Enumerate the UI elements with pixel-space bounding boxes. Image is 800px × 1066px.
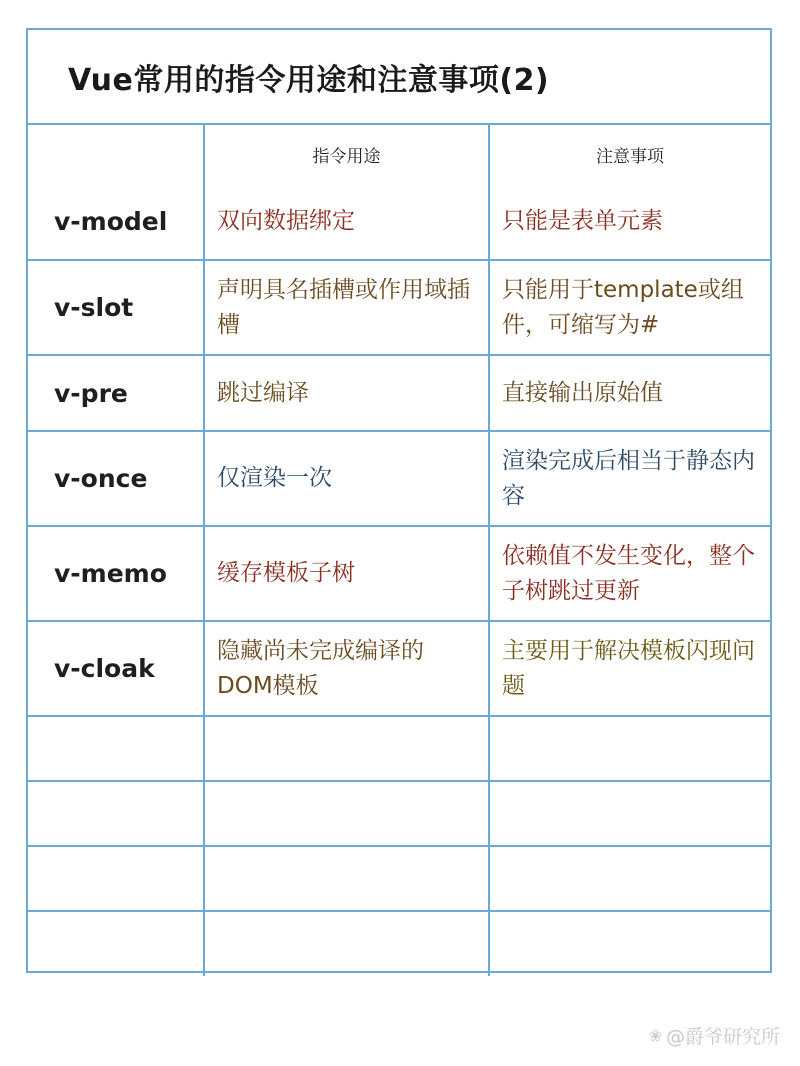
- header-notes: 注意事项: [489, 125, 770, 184]
- table-row: [28, 355, 770, 431]
- directive-notes: 依赖值不发生变化，整个子树跳过更新: [489, 526, 770, 621]
- directive-name: v-model: [28, 184, 204, 260]
- empty-row: [28, 846, 770, 911]
- paw-icon: ❀: [648, 1026, 662, 1045]
- directive-table: [28, 125, 770, 976]
- directive-notes: 直接输出原始值: [489, 355, 770, 431]
- directive-notes: 只能是表单元素: [489, 184, 770, 260]
- table-row: [28, 526, 770, 621]
- table-row: [28, 431, 770, 526]
- header-directive: [28, 125, 204, 184]
- directive-usage: 跳过编译: [204, 355, 489, 431]
- header-row: [28, 125, 770, 184]
- directive-table-sheet: [26, 28, 772, 973]
- directive-name: v-once: [28, 431, 204, 526]
- directive-name: v-cloak: [28, 621, 204, 716]
- watermark: [649, 1022, 780, 1049]
- directive-notes: 渲染完成后相当于静态内容: [489, 431, 770, 526]
- directive-name: v-memo: [28, 526, 204, 621]
- watermark-text: @爵爷研究所: [665, 1026, 780, 1048]
- title-bar: [28, 30, 770, 125]
- table-row: [28, 260, 770, 355]
- directive-notes: 主要用于解决模板闪现问题: [489, 621, 770, 716]
- directive-usage: 隐藏尚未完成编译的DOM模板: [204, 621, 489, 716]
- directive-usage: 仅渲染一次: [204, 431, 489, 526]
- page-title: Vue常用的指令用途和注意事项(2): [68, 62, 550, 98]
- table-row: [28, 184, 770, 260]
- empty-row: [28, 911, 770, 976]
- table-row: [28, 621, 770, 716]
- directive-usage: 双向数据绑定: [204, 184, 489, 260]
- empty-row: [28, 781, 770, 846]
- directive-name: v-pre: [28, 355, 204, 431]
- directive-usage: 声明具名插槽或作用域插槽: [204, 260, 489, 355]
- header-usage: 指令用途: [204, 125, 489, 184]
- directive-name: v-slot: [28, 260, 204, 355]
- directive-usage: 缓存模板子树: [204, 526, 489, 621]
- directive-notes: 只能用于template或组件，可缩写为#: [489, 260, 770, 355]
- empty-row: [28, 716, 770, 781]
